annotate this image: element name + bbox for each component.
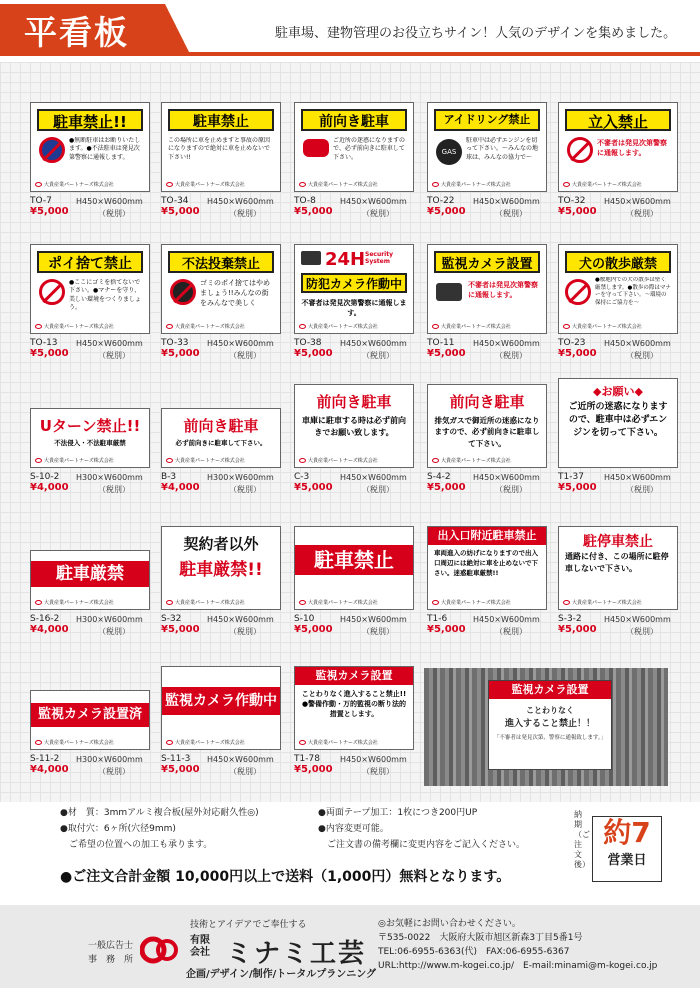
sign-body: 必ず前向きに駐車して下さい。 [175,439,267,447]
maker-label: 大貴産業パートナーズ株式会社 [299,323,378,330]
sign-preview [30,408,150,468]
note-line: ●両面テープ加工：1枚につき200円UP [318,808,478,818]
sign-preview [294,666,414,750]
photo-sign-line2: 進入すること禁止！！ [504,719,595,729]
maker-label: 大貴産業パートナーズ株式会社 [432,599,511,606]
tax-label: （税別） [362,209,394,218]
maker-label: 大貴産業パートナーズ株式会社 [166,457,245,464]
sign-title: 前向き駐車 [301,109,407,131]
contact-line: 〒535-0022 大阪府大阪市旭区新森3丁目5番1号 [378,933,583,943]
sign-title: 出入口附近駐車禁止 [428,527,546,545]
product-price: ¥5,000 [294,206,333,217]
sign-preview [161,244,281,334]
product-price: ¥5,000 [427,206,466,217]
sign-title: ポイ捨て禁止 [37,251,143,273]
sign-preview [30,550,150,610]
maker-label: 大貴産業パートナーズ株式会社 [166,181,245,188]
sign-body: ●敷地内での犬の散歩は堅く厳禁します。●散歩の際はマナーを守って下さい。〜環境の保持にご協力を〜 [595,277,671,307]
product-size: H450×W600mm [604,339,671,348]
product-price: ¥5,000 [161,764,200,775]
installed-sign-photo [424,668,668,786]
note-line: ●取付穴：6ヶ所(穴径9mm) [60,824,176,834]
delivery-badge [574,810,670,886]
sign-body: 不法侵入・不法駐車厳禁 [54,439,126,447]
sign-title: 駐車厳禁!! [179,560,263,580]
product-code: S-10 [294,614,315,624]
company-tagline: 技術とアイデアでご奉仕する [190,920,307,930]
maker-label: 大貴産業パートナーズ株式会社 [432,457,511,464]
product-price: ¥5,000 [30,206,69,217]
tax-label: （税別） [626,627,658,636]
product-size: H300×W600mm [76,473,143,482]
product-size: H300×W600mm [76,615,143,624]
sign-title: 前向き駐車 [316,393,392,411]
product-size: H450×W600mm [340,339,407,348]
maker-label: 大貴産業パートナーズ株式会社 [35,739,114,746]
contact-line: ◎お気軽にお問い合わせください。 [378,919,521,929]
sign-body: ご近所の迷惑になりますので、駐車中は必ずエンジンを切って下さい。 [568,402,668,439]
badge-subtext: Security System [365,251,394,265]
product-code: S-3-2 [558,614,582,624]
no-littering-icon [39,279,65,305]
camera-icon [436,283,462,301]
product-size: H450×W600mm [604,473,671,482]
product-code: S-16-2 [30,614,60,624]
product-code: C-3 [294,472,310,482]
product-code: S-32 [161,614,182,624]
maker-label: 大貴産業パートナーズ株式会社 [563,323,642,330]
spec-notes-right [318,805,525,853]
maker-label: 大貴産業パートナーズ株式会社 [166,739,245,746]
company-type: 有限 会社 [190,935,210,958]
tax-label: （税別） [229,767,261,776]
association-label [88,939,133,967]
product-code: S-4-2 [427,472,451,482]
delivery-days: 約7 [603,816,651,849]
maker-label: 大貴産業パートナーズ株式会社 [35,457,114,464]
maker-label: 大貴産業パートナーズ株式会社 [432,323,511,330]
sign-preview [427,102,547,192]
product-price: ¥4,000 [30,482,69,493]
product-size: H450×W600mm [340,197,407,206]
sign-preview [30,690,150,750]
company-services: 企画/デザイン/制作/トータルプランニング [186,969,377,980]
maker-label: 大貴産業パートナーズ株式会社 [166,599,245,606]
product-size: H450×W600mm [207,755,274,764]
product-size: H450×W600mm [473,339,540,348]
sign-title: アイドリング禁止 [434,109,540,131]
product-code: TO-32 [558,196,586,206]
contact-link[interactable]: URL:http://www.m-kogei.co.jp/ E-mail:minami@m-kogei.co.jp [378,961,658,971]
sign-preview [427,526,547,610]
tax-label: （税別） [362,351,394,360]
product-size: H450×W600mm [604,197,671,206]
product-code: TO-13 [30,338,58,348]
product-price: ¥4,000 [161,482,200,493]
product-price: ¥5,000 [558,206,597,217]
product-size: H450×W600mm [473,197,540,206]
product-size: H450×W600mm [340,755,407,764]
delivery-label: 納期（ご注文後） [574,810,590,869]
sign-title: 防犯カメラ作動中 [301,273,407,293]
product-code: S-11-3 [161,754,191,764]
tax-label: （税別） [495,209,527,218]
product-size: H450×W600mm [76,339,143,348]
product-code: TO-33 [161,338,189,348]
sign-title: 駐車禁止!! [37,109,143,131]
tax-label: （税別） [362,627,394,636]
sign-body: 車庫に駐車する時は必ず前向きでお願い致します。 [302,416,406,437]
maker-label: 大貴産業パートナーズ株式会社 [35,599,114,606]
no-dog-icon [565,279,591,305]
product-code: T1-37 [558,472,584,482]
product-price: ¥4,000 [30,764,69,775]
sign-preview [294,244,414,334]
sign-title: 駐車禁止 [168,109,274,131]
maker-label: 大貴産業パートナーズ株式会社 [563,181,642,188]
sign-title: 監視カメラ作動中 [162,687,280,715]
free-shipping-notice: ●ご注文合計金額 10,000円以上で送料（1,000円）無料となります。 [60,869,511,885]
maker-label: 大貴産業パートナーズ株式会社 [166,323,245,330]
product-size: H450×W600mm [207,615,274,624]
tax-label: （税別） [229,627,261,636]
tax-label: （税別） [362,767,394,776]
photo-sign [488,680,612,770]
note-line: ●材 質：3mmアルミ複合板(屋外対応耐久性◎) [60,808,259,818]
title-underline [165,52,700,56]
note-line: ご注文書の備考欄に変更内容をご記入ください。 [318,840,526,850]
product-size: H300×W600mm [207,473,274,482]
company-logo-icon [140,933,178,967]
sign-preview [558,378,678,468]
sign-title: 監視カメラ設置 [434,251,540,273]
sign-body: 不審者は発見次第警察に通報します。 [301,299,407,317]
security-camera-icon [301,251,321,265]
sign-preview [161,102,281,192]
tax-label: （税別） [626,351,658,360]
page-subtitle: 駐車場、建物管理のお役立ちサイン！人気のデザインを集めました。 [275,26,677,41]
sign-title: 前向き駐車 [183,417,259,435]
sign-preview [161,666,281,750]
product-size: H450×W600mm [473,473,540,482]
tax-label: （税別） [98,209,130,218]
product-size: H450×W600mm [207,339,274,348]
sign-preview [427,244,547,334]
sign-body: 不審者は発見次第警察に通報します。 [597,139,667,157]
sign-title: ◆お願い◆ [593,385,643,398]
product-size: H450×W600mm [76,197,143,206]
sign-preview [558,244,678,334]
maker-label: 大貴産業パートナーズ株式会社 [299,181,378,188]
product-price: ¥5,000 [161,624,200,635]
sign-title: 監視カメラ設置 [295,667,413,685]
sign-preview [161,408,281,468]
sign-title: 駐停車禁止 [583,534,653,550]
tax-label: （税別） [626,209,658,218]
product-code: T1-78 [294,754,320,764]
page-header [0,0,700,62]
product-code: T1-6 [427,614,448,624]
no-dumping-icon [170,279,196,305]
sign-body: 駐車中は必ずエンジンを切って下さい。〜みんなの地球は、みんなの協力で〜 [466,137,539,161]
sign-preview [558,526,678,610]
sign-title: 立入禁止 [565,109,671,131]
tax-label: （税別） [98,627,130,636]
tax-label: （税別） [626,485,658,494]
no-parking-icon [39,137,65,163]
association-line: 一般広告士 [88,941,134,951]
contact-info [378,917,657,973]
maker-label: 大貴産業パートナーズ株式会社 [299,457,378,464]
sign-body: ことわりなく進入すること禁止!! ●警備作動・万的監視の断り法的措置とします。 [301,690,407,719]
product-price: ¥5,000 [294,482,333,493]
maker-label: 大貴産業パートナーズ株式会社 [35,323,114,330]
sign-body: ゴミのポイ捨てはやめましょう!!みんなの街をみんなで美しく [200,279,270,307]
product-code: TO-23 [558,338,586,348]
product-code: S-10-2 [30,472,60,482]
product-code: TO-7 [30,196,52,206]
product-price: ¥5,000 [558,348,597,359]
product-code: TO-11 [427,338,455,348]
sign-preview [558,102,678,192]
product-size: H450×W600mm [340,615,407,624]
sign-preview [30,244,150,334]
product-code: B-3 [161,472,177,482]
sign-title: 不法投棄禁止 [168,251,274,273]
product-code: TO-38 [294,338,322,348]
company-name: ミナミ工芸 [226,939,367,969]
tax-label: （税別） [98,485,130,494]
maker-label: 大貴産業パートナーズ株式会社 [563,599,642,606]
sign-title: 駐車厳禁 [31,561,149,587]
tax-label: （税別） [229,351,261,360]
sign-title: 駐車禁止 [295,545,413,575]
maker-label: 大貴産業パートナーズ株式会社 [299,599,378,606]
sign-preview [294,384,414,468]
product-price: ¥5,000 [427,482,466,493]
sign-title: 監視カメラ設置済 [31,703,149,727]
gas-icon: GAS [436,139,462,165]
car-icon [303,139,329,157]
product-size: H450×W600mm [340,473,407,482]
product-size: H300×W600mm [76,755,143,764]
tax-label: （税別） [98,351,130,360]
sign-preview [294,102,414,192]
sign-preview [427,384,547,468]
sign-preview [294,526,414,610]
product-price: ¥5,000 [294,348,333,359]
sign-body: 不審者は発見次第警察に通報します。 [468,281,538,299]
product-code: TO-8 [294,196,316,206]
product-size: H450×W600mm [473,615,540,624]
page-title: 平看板 [0,4,165,56]
tax-label: （税別） [495,351,527,360]
tax-label: （税別） [362,485,394,494]
badge-24h: 24H [325,249,366,270]
product-price: ¥5,000 [161,206,200,217]
tax-label: （税別） [495,485,527,494]
sign-body: 排気ガスで御近所の迷惑になりますので、必ず前向きに駐車して下さい。 [434,416,540,448]
product-price: ¥5,000 [558,624,597,635]
sign-preview [30,102,150,192]
product-price: ¥5,000 [558,482,597,493]
tax-label: （税別） [229,485,261,494]
spec-notes-left [60,805,259,853]
product-size: H450×W600mm [207,197,274,206]
sign-title: 前向き駐車 [449,393,525,411]
no-entry-icon [567,137,593,163]
maker-label: 大貴産業パートナーズ株式会社 [432,181,511,188]
product-price: ¥5,000 [161,348,200,359]
sign-body: 車両進入の妨げになりますので出入口周辺には絶対に車を止めないで下さい。迷惑駐車厳禁!! [434,549,538,577]
note-line: ●内容変更可能。 [318,824,389,834]
sign-title: Uターン禁止!! [39,417,141,435]
photo-sign-line1: ことわりなく [526,706,574,715]
contact-line: TEL:06-6955-6363(代) FAX:06-6955-6367 [378,947,570,957]
sign-body: ●ここにゴミを捨てないで下さい。●マナーを守り、美しい環境をつくりましょう。 [69,279,142,312]
photo-sign-title: 監視カメラ設置 [489,681,611,699]
sign-subtitle: 契約者以外 [183,535,259,553]
sign-title: 犬の散歩厳禁 [565,251,671,273]
sign-body: ご近所の迷惑になりますので、必ず前向きに駐車して下さい。 [333,137,406,161]
delivery-unit: 営業日 [607,853,647,868]
product-code: TO-22 [427,196,455,206]
product-price: ¥5,000 [294,624,333,635]
sign-body: 通路に付き、この場所に駐停車しないで下さい。 [565,552,669,573]
association-line: 事 務 所 [88,955,134,965]
product-code: TO-34 [161,196,189,206]
tax-label: （税別） [98,767,130,776]
product-price: ¥5,000 [294,764,333,775]
product-price: ¥5,000 [427,348,466,359]
product-size: H450×W600mm [604,615,671,624]
product-price: ¥4,000 [30,624,69,635]
photo-sign-line3: 「不審者は発見次第、警察に通報致します。」 [493,735,607,741]
maker-label: 大貴産業パートナーズ株式会社 [35,181,114,188]
company-footer [0,905,700,988]
product-price: ¥5,000 [30,348,69,359]
sign-body: この場所に車を止めますと事故の原因になりますので絶対に車を止めないで下さい!! [168,137,271,161]
product-code: S-11-2 [30,754,60,764]
sign-preview [161,526,281,610]
delivery-box [592,816,662,882]
note-line: ご希望の位置への加工も承ります。 [60,840,213,850]
sign-body: ●無断駐車はお断りいたします。●不法駐車は発見次第警察に通報します。 [69,137,141,161]
product-price: ¥5,000 [427,624,466,635]
tax-label: （税別） [495,627,527,636]
tax-label: （税別） [229,209,261,218]
maker-label: 大貴産業パートナーズ株式会社 [299,739,378,746]
